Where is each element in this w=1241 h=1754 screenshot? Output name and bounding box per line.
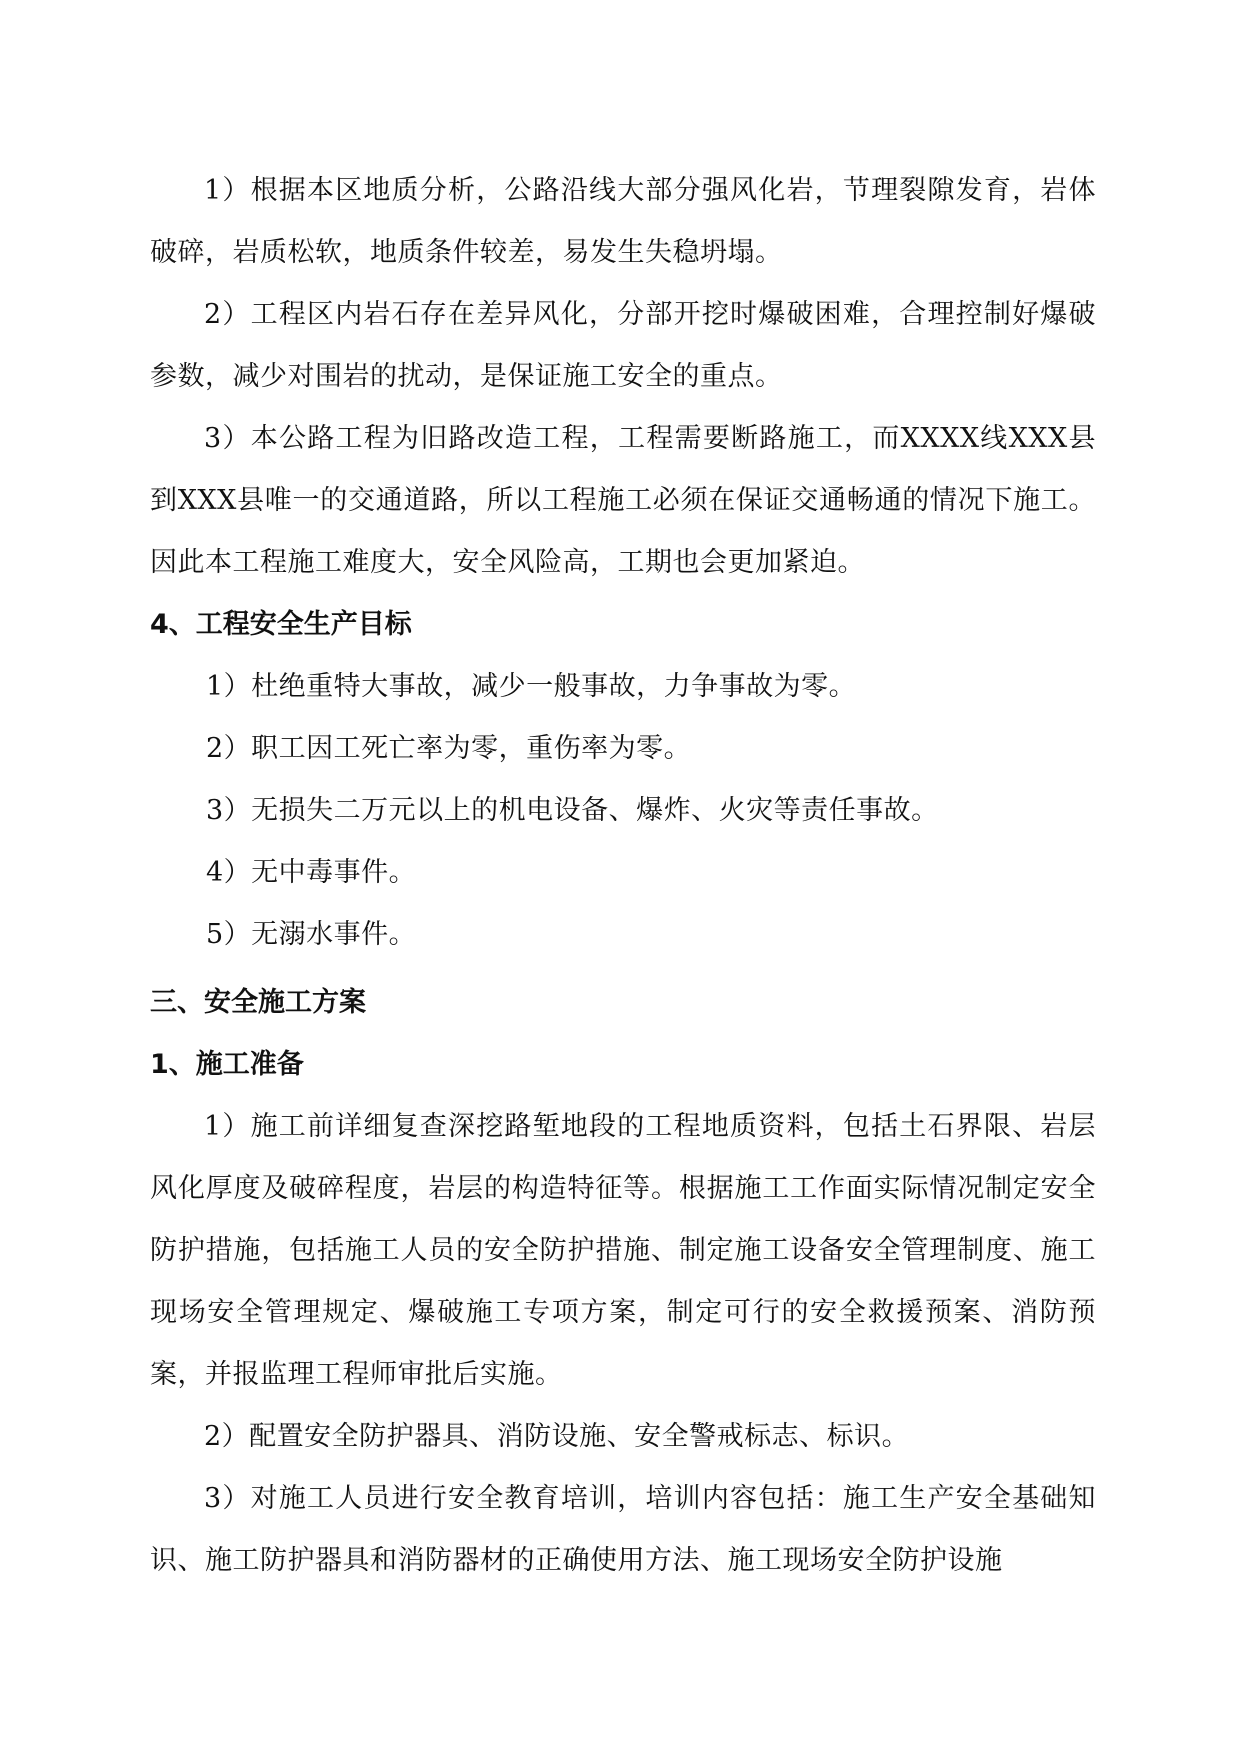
paragraph-geology: 1）根据本区地质分析，公路沿线大部分强风化岩，节理裂隙发育，岩体破碎，岩质松软，地质条件较差，易发生失稳坍塌。 [150, 175, 1096, 268]
goal-item-1: 1）杜绝重特大事故，减少一般事故，力争事故为零。 [206, 671, 857, 702]
paragraph-prep-1: 1）施工前详细复查深挖路堑地段的工程地质资料，包括土石界限、岩层风化厚度及破碎程度，岩层的构造特征等。根据施工工作面实际情况制定安全防护措施，包括施工人员的安全防护措施、制定施工设备安全管理制度、施工现场安全管理规定、爆破施工专项方案，制定可行的安全救援预案、消防预案，并报监理工程师审批后实施。 [150, 1111, 1096, 1390]
section-heading-safety-plan: 三、安全施工方案 [150, 987, 366, 1018]
document-page [150, 160, 1096, 1592]
heading-safety-goals: 4、工程安全生产目标 [150, 609, 412, 640]
goal-item-5: 5）无溺水事件。 [206, 919, 417, 950]
goal-item-3: 3）无损失二万元以上的机电设备、爆炸、火灾等责任事故。 [206, 795, 939, 826]
goal-item-4: 4）无中毒事件。 [206, 857, 417, 888]
heading-preparation: 1、施工准备 [150, 1049, 304, 1080]
paragraph-weathering: 2）工程区内岩石存在差异风化，分部开挖时爆破困难，合理控制好爆破参数，减少对围岩的扰动，是保证施工安全的重点。 [150, 299, 1096, 392]
paragraph-prep-3: 3）对施工人员进行安全教育培训，培训内容包括：施工生产安全基础知识、施工防护器具和消防器材的正确使用方法、施工现场安全防护设施 [150, 1483, 1096, 1576]
paragraph-prep-2: 2）配置安全防护器具、消防设施、安全警戒标志、标识。 [204, 1421, 910, 1452]
goal-item-2: 2）职工因工死亡率为零，重伤率为零。 [206, 733, 692, 764]
paragraph-road-renovation: 3）本公路工程为旧路改造工程，工程需要断路施工，而XXXX线XXX县到XXX县唯一的交通道路，所以工程施工必须在保证交通畅通的情况下施工。因此本工程施工难度大，安全风险高，工期也会更加紧迫。 [150, 423, 1096, 578]
